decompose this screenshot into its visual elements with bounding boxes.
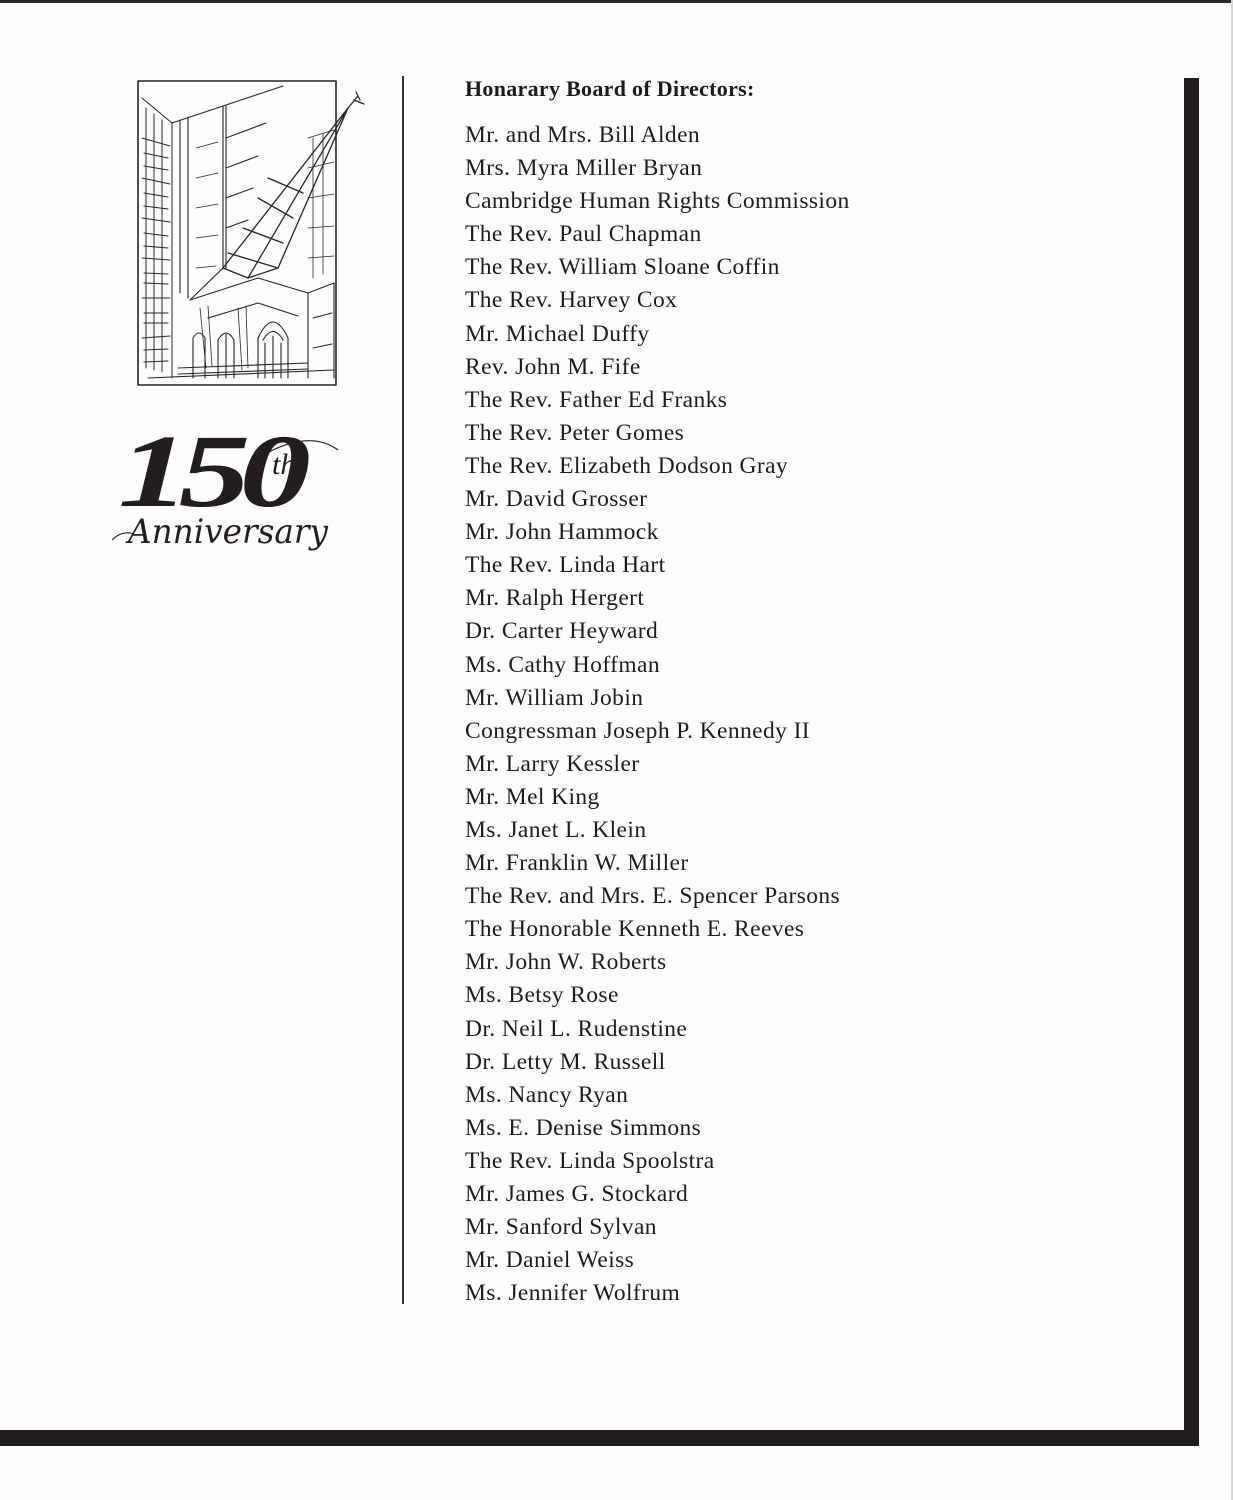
honorary-board-section xyxy=(465,72,1165,1310)
column-divider xyxy=(402,76,404,1304)
board-member: Mr. Sanford Sylvan xyxy=(465,1214,657,1241)
board-member: Mr. Daniel Weiss xyxy=(465,1247,635,1274)
board-member: The Rev. Linda Hart xyxy=(465,552,666,579)
scan-top-edge xyxy=(0,0,1233,3)
board-member: The Rev. Paul Chapman xyxy=(465,221,702,248)
church-steeple-illustration xyxy=(108,78,378,388)
board-member: The Rev. and Mrs. E. Spencer Parsons xyxy=(465,883,841,910)
board-member: The Rev. Father Ed Franks xyxy=(465,386,728,413)
board-member: Ms. Betsy Rose xyxy=(465,982,619,1009)
board-member: The Rev. William Sloane Coffin xyxy=(465,254,780,281)
board-member: The Rev. Elizabeth Dodson Gray xyxy=(465,452,789,479)
board-member: Mr. Ralph Hergert xyxy=(465,585,645,612)
board-member: Dr. Neil L. Rudenstine xyxy=(465,1015,688,1042)
board-member: Ms. Jennifer Wolfrum xyxy=(465,1280,681,1307)
anniversary-word: Anniversary xyxy=(125,512,329,552)
board-member: Congressman Joseph P. Kennedy II xyxy=(465,717,811,744)
board-member: Rev. John M. Fife xyxy=(465,353,641,380)
board-member: The Rev. Peter Gomes xyxy=(465,419,685,446)
page-frame-bottom-bar xyxy=(0,1430,1199,1446)
board-member: Mr. John Hammock xyxy=(465,519,659,546)
board-member-list xyxy=(465,119,1165,1310)
board-heading: Honarary Board of Directors: xyxy=(465,76,755,101)
board-member: Mr. David Grosser xyxy=(465,486,648,513)
board-member: Mr. John W. Roberts xyxy=(465,949,667,976)
board-member: Dr. Carter Heyward xyxy=(465,618,659,645)
board-member: Mr. Mel King xyxy=(465,783,600,810)
board-member: Mr. Larry Kessler xyxy=(465,750,640,777)
anniversary-150th-logo xyxy=(108,398,348,568)
board-member: The Honorable Kenneth E. Reeves xyxy=(465,916,805,943)
board-member: Ms. Janet L. Klein xyxy=(465,816,647,843)
board-member: Mr. Franklin W. Miller xyxy=(465,850,689,877)
board-member: The Rev. Linda Spoolstra xyxy=(465,1147,715,1174)
board-member: The Rev. Harvey Cox xyxy=(465,287,678,314)
board-member: Dr. Letty M. Russell xyxy=(465,1048,666,1075)
board-member: Cambridge Human Rights Commission xyxy=(465,188,850,215)
anniversary-suffix: th xyxy=(272,448,296,481)
page-frame-right-bar xyxy=(1184,78,1199,1446)
anniversary-number: 150 xyxy=(118,414,310,529)
board-member: Ms. E. Denise Simmons xyxy=(465,1114,702,1141)
board-member: Mr. and Mrs. Bill Alden xyxy=(465,122,701,148)
board-member: Ms. Cathy Hoffman xyxy=(465,651,661,678)
board-member: Mr. Michael Duffy xyxy=(465,320,650,347)
board-member: Mrs. Myra Miller Bryan xyxy=(465,155,703,182)
board-member: Mr. James G. Stockard xyxy=(465,1181,689,1207)
board-member: Ms. Nancy Ryan xyxy=(465,1081,629,1108)
board-member: Mr. William Jobin xyxy=(465,684,644,711)
